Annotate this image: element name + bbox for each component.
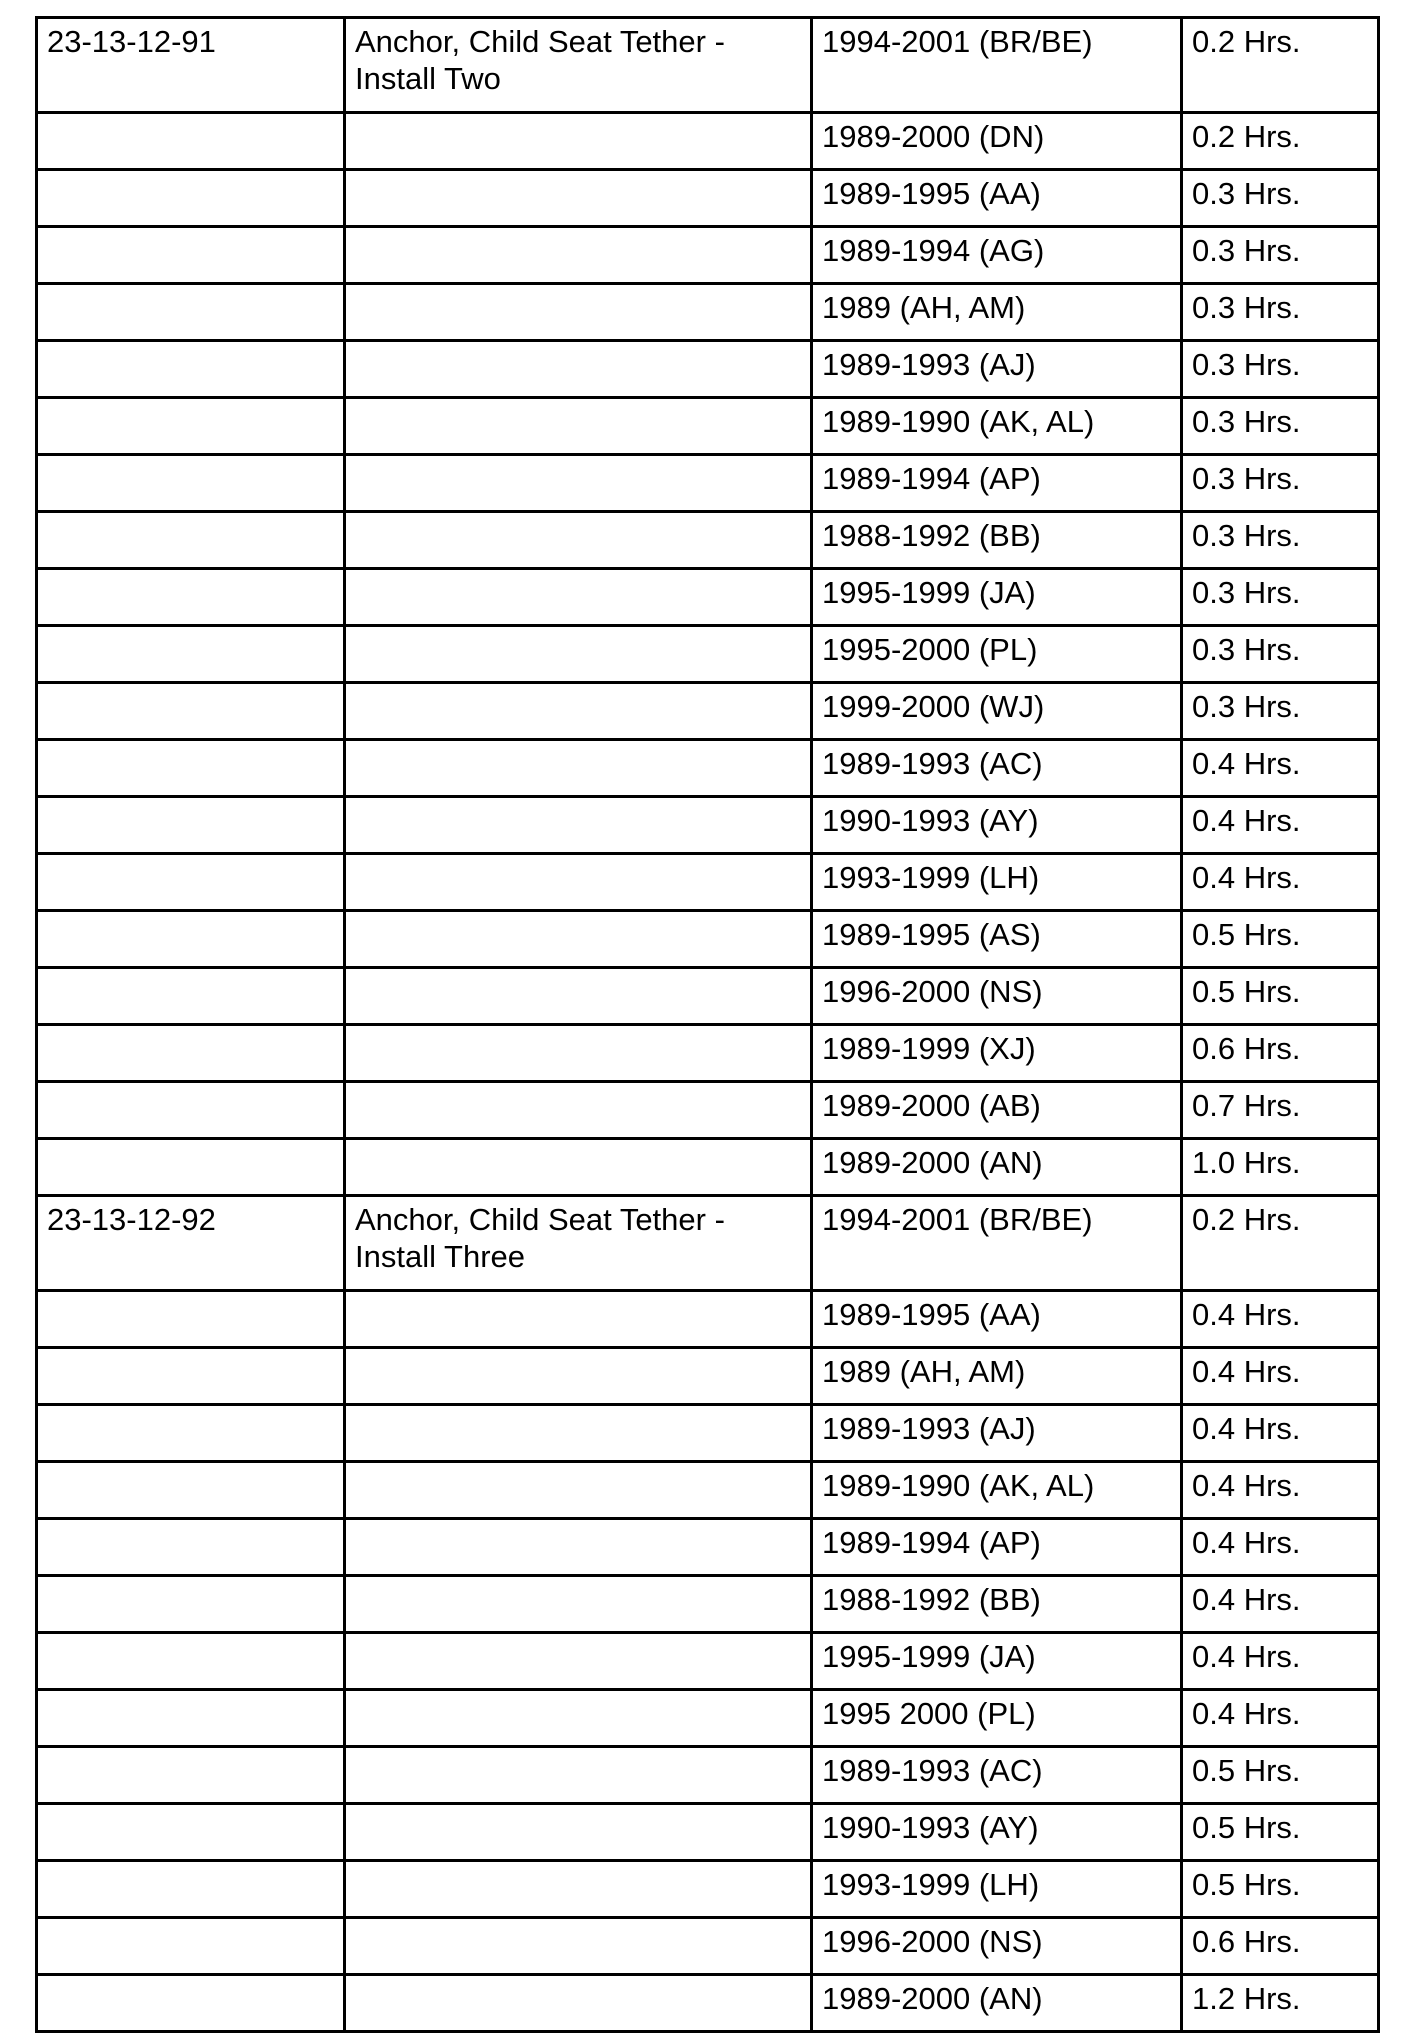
description-cell: Anchor, Child Seat Tether - Install Three (345, 1196, 812, 1291)
table-row (37, 1804, 1379, 1861)
operation-code-cell (37, 1405, 345, 1462)
description-cell (345, 455, 812, 512)
model-years-cell: 1994-2001 (BR/BE) (812, 1196, 1182, 1291)
table-row (37, 113, 1379, 170)
model-years-cell: 1989 (AH, AM) (812, 284, 1182, 341)
table-row (37, 18, 1379, 113)
table-row (37, 455, 1379, 512)
model-years-cell: 1989-1990 (AK, AL) (812, 1462, 1182, 1519)
model-years-cell: 1989-2000 (AN) (812, 1139, 1182, 1196)
labor-time-cell: 0.3 Hrs. (1182, 512, 1379, 569)
table-row (37, 1139, 1379, 1196)
table-row (37, 227, 1379, 284)
labor-time-cell: 0.4 Hrs. (1182, 740, 1379, 797)
model-years-cell: 1988-1992 (BB) (812, 512, 1182, 569)
description-cell (345, 569, 812, 626)
labor-time-cell: 0.5 Hrs. (1182, 968, 1379, 1025)
labor-time-cell: 0.4 Hrs. (1182, 1405, 1379, 1462)
description-cell (345, 626, 812, 683)
labor-time-cell: 0.2 Hrs. (1182, 1196, 1379, 1291)
labor-time-cell: 0.3 Hrs. (1182, 398, 1379, 455)
operation-code-cell (37, 683, 345, 740)
labor-time-cell: 0.4 Hrs. (1182, 1519, 1379, 1576)
labor-time-cell: 0.6 Hrs. (1182, 1918, 1379, 1975)
model-years-cell: 1989-2000 (AB) (812, 1082, 1182, 1139)
model-years-cell: 1989-1995 (AA) (812, 1291, 1182, 1348)
labor-time-cell: 1.0 Hrs. (1182, 1139, 1379, 1196)
model-years-cell: 1989-1993 (AC) (812, 1747, 1182, 1804)
model-years-cell: 1995 2000 (PL) (812, 1690, 1182, 1747)
labor-time-cell: 0.4 Hrs. (1182, 797, 1379, 854)
model-years-cell: 1989-1993 (AJ) (812, 1405, 1182, 1462)
description-cell (345, 740, 812, 797)
description-cell (345, 1690, 812, 1747)
labor-time-cell: 0.2 Hrs. (1182, 18, 1379, 113)
model-years-cell: 1996-2000 (NS) (812, 968, 1182, 1025)
model-years-cell: 1989-1995 (AS) (812, 911, 1182, 968)
labor-time-cell: 0.5 Hrs. (1182, 1861, 1379, 1918)
operation-code-cell (37, 1690, 345, 1747)
table-row (37, 854, 1379, 911)
table-row (37, 911, 1379, 968)
table-row (37, 968, 1379, 1025)
description-cell (345, 1633, 812, 1690)
operation-code-cell: 23-13-12-92 (37, 1196, 345, 1291)
description-cell (345, 512, 812, 569)
operation-code-cell (37, 1291, 345, 1348)
model-years-cell: 1990-1993 (AY) (812, 1804, 1182, 1861)
description-cell (345, 797, 812, 854)
model-years-cell: 1996-2000 (NS) (812, 1918, 1182, 1975)
table-row (37, 170, 1379, 227)
description-cell (345, 968, 812, 1025)
description-cell (345, 341, 812, 398)
table-row (37, 1082, 1379, 1139)
labor-time-cell: 0.3 Hrs. (1182, 170, 1379, 227)
labor-time-cell: 0.5 Hrs. (1182, 1804, 1379, 1861)
operation-code-cell (37, 1918, 345, 1975)
labor-time-cell: 0.4 Hrs. (1182, 854, 1379, 911)
labor-time-cell: 0.4 Hrs. (1182, 1462, 1379, 1519)
description-cell: Anchor, Child Seat Tether - Install Two (345, 18, 812, 113)
operation-code-cell (37, 1576, 345, 1633)
description-cell (345, 1861, 812, 1918)
operation-code-cell: 23-13-12-91 (37, 18, 345, 113)
operation-code-cell (37, 398, 345, 455)
operation-code-cell (37, 227, 345, 284)
table-row (37, 1747, 1379, 1804)
description-cell (345, 911, 812, 968)
model-years-cell: 1995-1999 (JA) (812, 569, 1182, 626)
table-row (37, 1348, 1379, 1405)
description-cell (345, 1291, 812, 1348)
table-row (37, 1291, 1379, 1348)
table-row (37, 284, 1379, 341)
labor-time-cell: 0.3 Hrs. (1182, 341, 1379, 398)
operation-code-cell (37, 1348, 345, 1405)
description-cell (345, 1082, 812, 1139)
operation-code-cell (37, 797, 345, 854)
model-years-cell: 1995-1999 (JA) (812, 1633, 1182, 1690)
table-row (37, 740, 1379, 797)
labor-time-cell: 0.5 Hrs. (1182, 1747, 1379, 1804)
operation-code-cell (37, 911, 345, 968)
description-cell (345, 854, 812, 911)
labor-time-cell: 0.6 Hrs. (1182, 1025, 1379, 1082)
operation-code-cell (37, 341, 345, 398)
model-years-cell: 1995-2000 (PL) (812, 626, 1182, 683)
labor-table-body (37, 18, 1379, 2032)
operation-code-cell (37, 1462, 345, 1519)
labor-time-cell: 0.3 Hrs. (1182, 227, 1379, 284)
description-cell (345, 170, 812, 227)
labor-time-cell: 0.3 Hrs. (1182, 569, 1379, 626)
model-years-cell: 1989-1994 (AG) (812, 227, 1182, 284)
operation-code-cell (37, 1747, 345, 1804)
table-row (37, 1405, 1379, 1462)
operation-code-cell (37, 1025, 345, 1082)
table-row (37, 1196, 1379, 1291)
model-years-cell: 1994-2001 (BR/BE) (812, 18, 1182, 113)
table-row (37, 797, 1379, 854)
labor-time-cell: 0.3 Hrs. (1182, 626, 1379, 683)
labor-time-cell: 0.4 Hrs. (1182, 1690, 1379, 1747)
model-years-cell: 1989-1993 (AJ) (812, 341, 1182, 398)
labor-time-cell: 0.3 Hrs. (1182, 284, 1379, 341)
labor-time-cell: 0.3 Hrs. (1182, 455, 1379, 512)
table-row (37, 1462, 1379, 1519)
model-years-cell: 1989 (AH, AM) (812, 1348, 1182, 1405)
labor-time-cell: 0.2 Hrs. (1182, 113, 1379, 170)
model-years-cell: 1989-1990 (AK, AL) (812, 398, 1182, 455)
description-cell (345, 1804, 812, 1861)
operation-code-cell (37, 1082, 345, 1139)
labor-time-cell: 0.5 Hrs. (1182, 911, 1379, 968)
model-years-cell: 1989-1999 (XJ) (812, 1025, 1182, 1082)
table-row (37, 1975, 1379, 2032)
table-row (37, 569, 1379, 626)
operation-code-cell (37, 1804, 345, 1861)
operation-code-cell (37, 1633, 345, 1690)
operation-code-cell (37, 968, 345, 1025)
table-row (37, 398, 1379, 455)
labor-time-cell: 0.4 Hrs. (1182, 1633, 1379, 1690)
operation-code-cell (37, 1519, 345, 1576)
model-years-cell: 1990-1993 (AY) (812, 797, 1182, 854)
operation-code-cell (37, 113, 345, 170)
labor-time-cell: 0.4 Hrs. (1182, 1348, 1379, 1405)
model-years-cell: 1989-1993 (AC) (812, 740, 1182, 797)
table-row (37, 1576, 1379, 1633)
table-row (37, 1519, 1379, 1576)
labor-time-cell: 0.7 Hrs. (1182, 1082, 1379, 1139)
operation-code-cell (37, 284, 345, 341)
operation-code-cell (37, 854, 345, 911)
table-row (37, 1025, 1379, 1082)
description-cell (345, 398, 812, 455)
description-cell (345, 1576, 812, 1633)
table-row (37, 1690, 1379, 1747)
model-years-cell: 1989-2000 (AN) (812, 1975, 1182, 2032)
table-row (37, 1861, 1379, 1918)
description-cell (345, 1348, 812, 1405)
description-cell (345, 1975, 812, 2032)
description-cell (345, 1139, 812, 1196)
operation-code-cell (37, 170, 345, 227)
operation-code-cell (37, 569, 345, 626)
table-row (37, 341, 1379, 398)
labor-time-table (35, 16, 1380, 2033)
operation-code-cell (37, 626, 345, 683)
operation-code-cell (37, 1975, 345, 2032)
model-years-cell: 1988-1992 (BB) (812, 1576, 1182, 1633)
labor-time-cell: 1.2 Hrs. (1182, 1975, 1379, 2032)
table-row (37, 626, 1379, 683)
description-cell (345, 284, 812, 341)
operation-code-cell (37, 1139, 345, 1196)
operation-code-cell (37, 512, 345, 569)
labor-time-cell: 0.3 Hrs. (1182, 683, 1379, 740)
table-row (37, 1918, 1379, 1975)
model-years-cell: 1989-1994 (AP) (812, 455, 1182, 512)
operation-code-cell (37, 740, 345, 797)
model-years-cell: 1989-2000 (DN) (812, 113, 1182, 170)
description-cell (345, 683, 812, 740)
model-years-cell: 1993-1999 (LH) (812, 1861, 1182, 1918)
labor-time-cell: 0.4 Hrs. (1182, 1291, 1379, 1348)
table-row (37, 683, 1379, 740)
operation-code-cell (37, 455, 345, 512)
description-cell (345, 113, 812, 170)
model-years-cell: 1999-2000 (WJ) (812, 683, 1182, 740)
model-years-cell: 1993-1999 (LH) (812, 854, 1182, 911)
table-row (37, 512, 1379, 569)
labor-time-cell: 0.4 Hrs. (1182, 1576, 1379, 1633)
operation-code-cell (37, 1861, 345, 1918)
description-cell (345, 1747, 812, 1804)
description-cell (345, 1918, 812, 1975)
description-cell (345, 227, 812, 284)
description-cell (345, 1462, 812, 1519)
table-row (37, 1633, 1379, 1690)
model-years-cell: 1989-1994 (AP) (812, 1519, 1182, 1576)
description-cell (345, 1025, 812, 1082)
description-cell (345, 1405, 812, 1462)
model-years-cell: 1989-1995 (AA) (812, 170, 1182, 227)
description-cell (345, 1519, 812, 1576)
